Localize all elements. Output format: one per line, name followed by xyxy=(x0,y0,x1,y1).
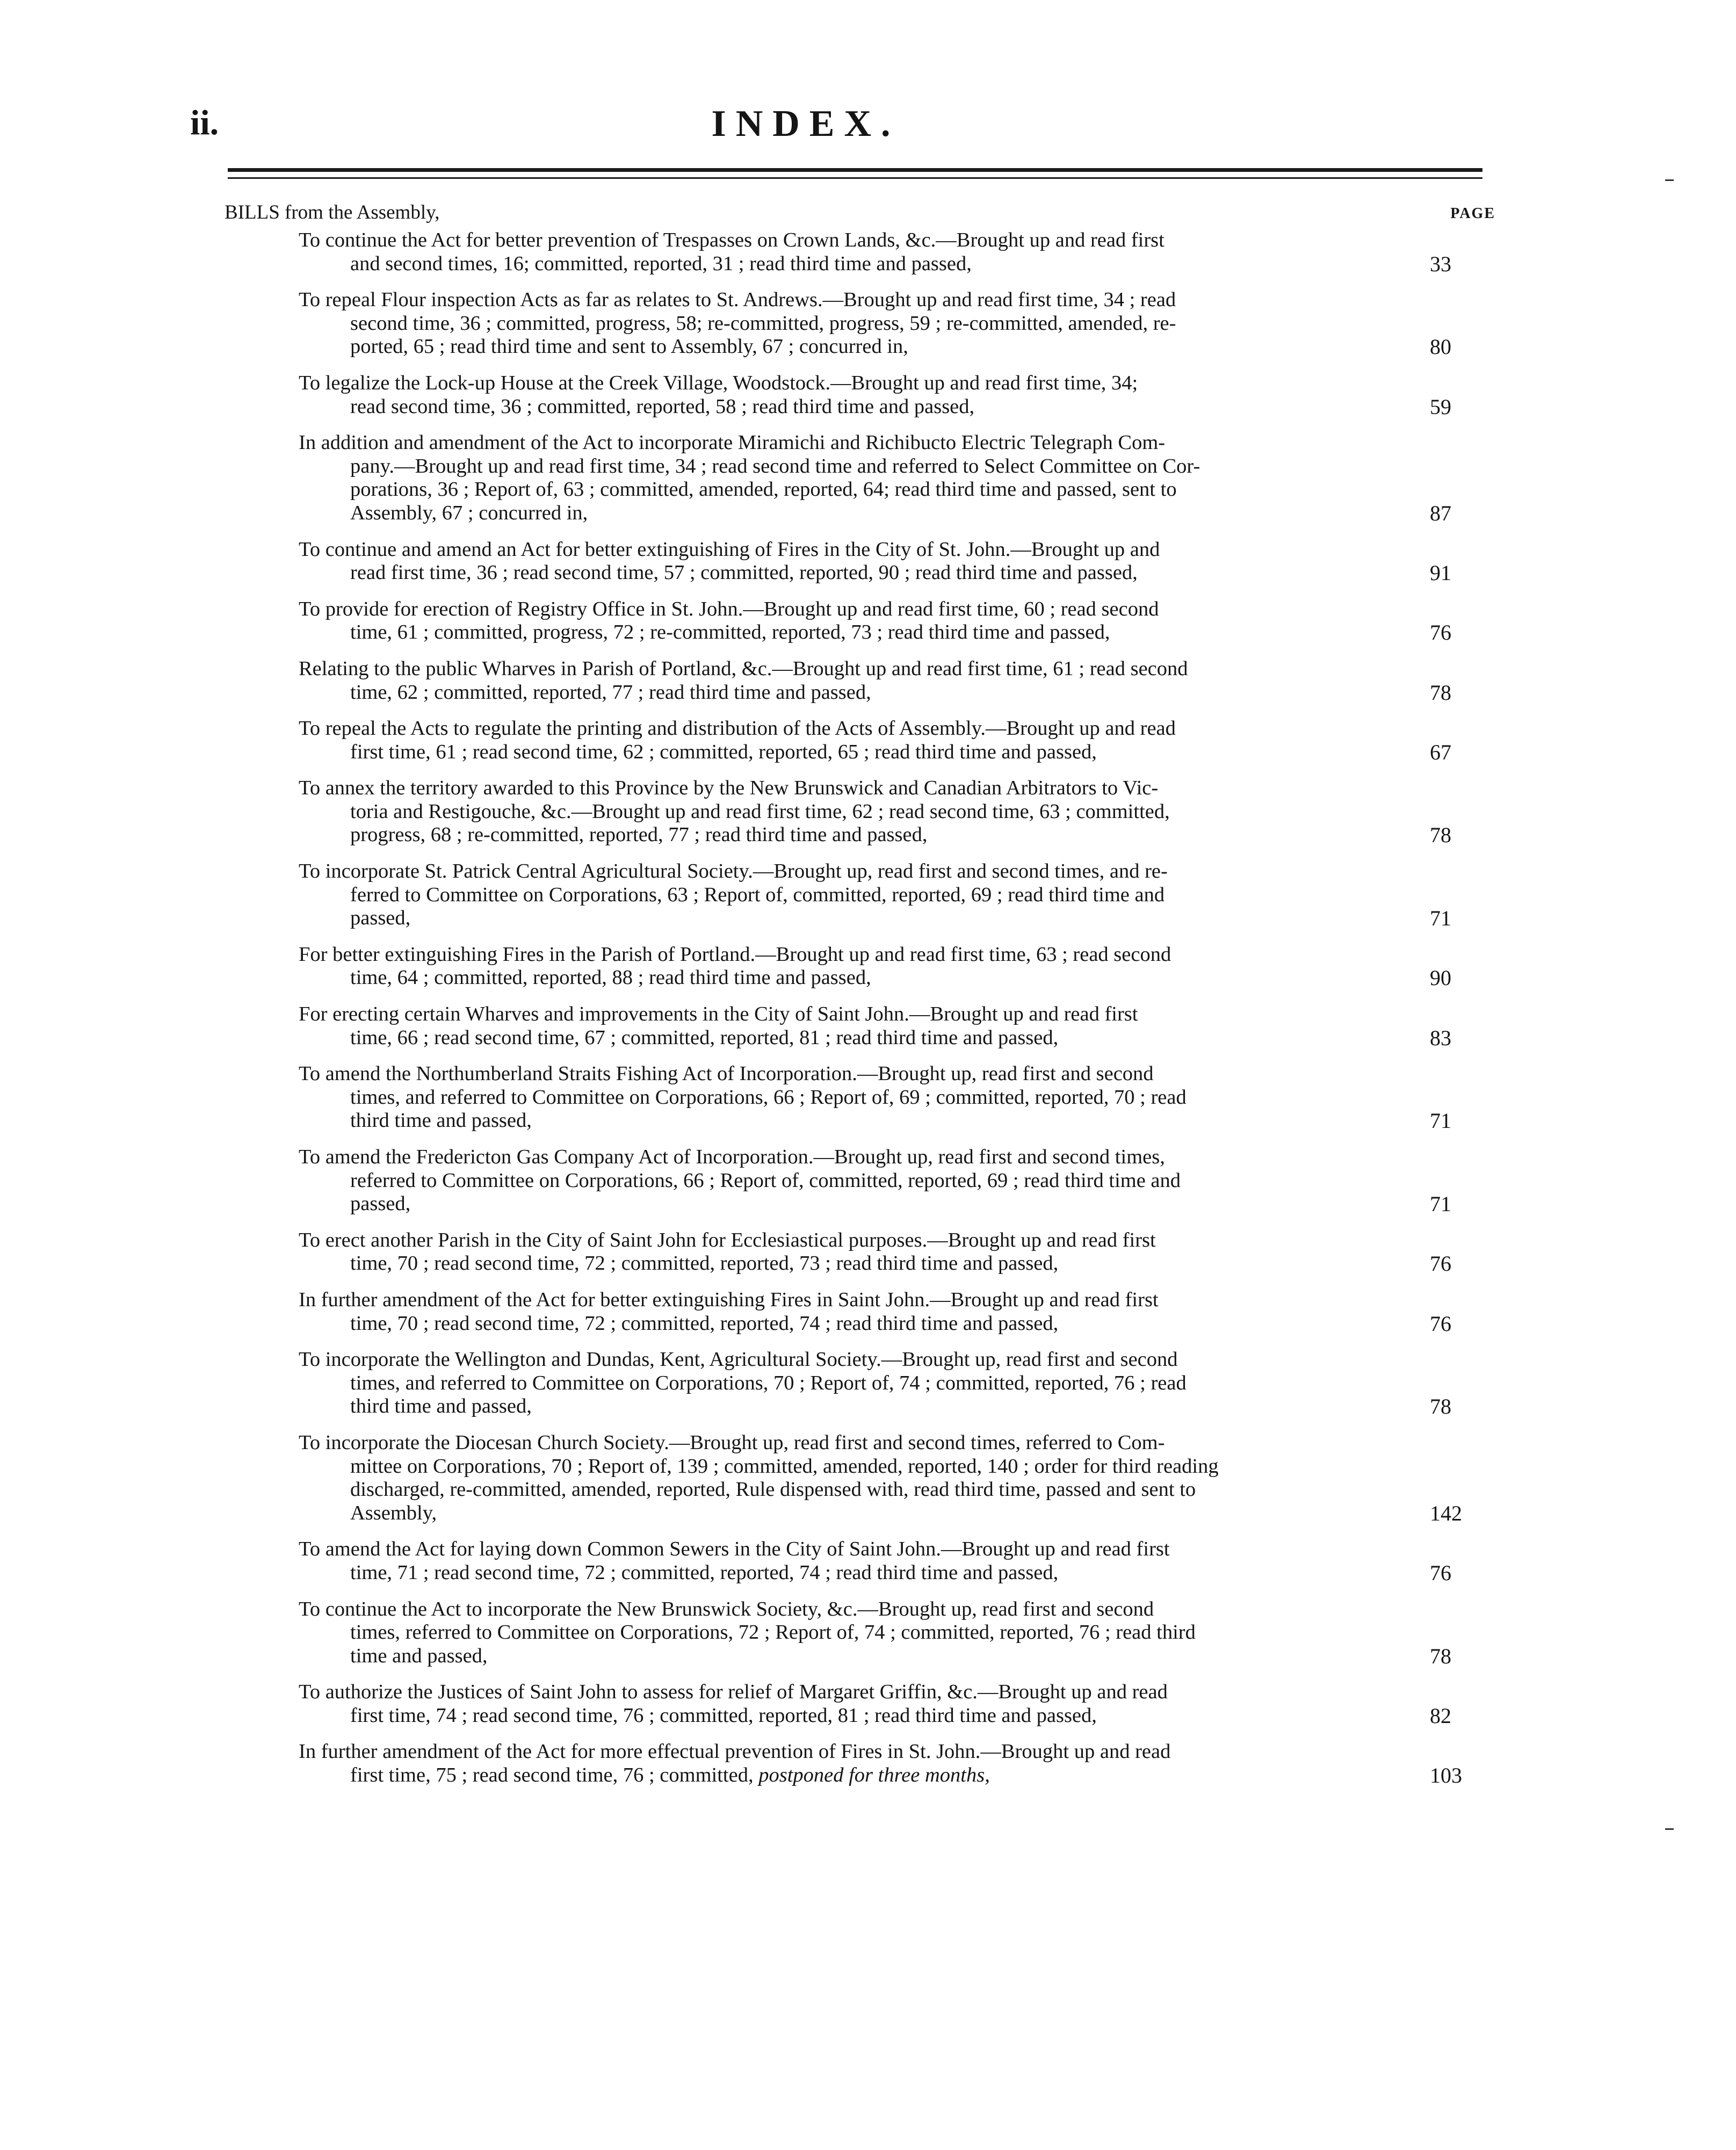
index-entry xyxy=(299,1062,1494,1133)
index-entry xyxy=(299,288,1494,359)
entry-text: To repeal Flour inspection Acts as far as relates to St. Andrews.—Brought up and read first time, 34 ; read second time, 36 ; committed, progress, 58; re-committed, progress, 59 ; re-committed, amended, re- ported, 65 ; read third time and sent to Assembly, 67 ; concurred in, xyxy=(299,288,1176,358)
section-heading: BILLS from the Assembly, xyxy=(225,201,440,223)
entry-page-number: 103 xyxy=(1430,1763,1462,1788)
index-entry xyxy=(299,717,1494,764)
entry-page-number: 71 xyxy=(1430,906,1451,931)
index-entry xyxy=(299,229,1494,276)
entry-text: To continue and amend an Act for better extinguishing of Fires in the City of St. John.—Brought up and read first time, 36 ; read second time, 57 ; committed, reported, 90 ; read third time and passed, xyxy=(299,538,1160,584)
index-entry xyxy=(299,1431,1494,1525)
index-entry xyxy=(299,1146,1494,1216)
page-folio: ii. xyxy=(190,103,219,142)
index-entry xyxy=(299,860,1494,930)
page-column-label: PAGE xyxy=(1450,205,1495,222)
entry-page-number: 78 xyxy=(1430,1644,1451,1668)
entry-page-number: 80 xyxy=(1430,335,1451,359)
entry-page-number: 91 xyxy=(1430,561,1451,585)
entry-page-number: 83 xyxy=(1430,1025,1451,1050)
entry-text: To repeal the Acts to regulate the printing and distribution of the Acts of Assembly.—Brought up and read first time, 61 ; read second time, 62 ; committed, reported, 65 ; read third time and passed, xyxy=(299,717,1176,763)
entry-text: To continue the Act to incorporate the New Brunswick Society, &c.—Brought up, read first and second times, referred to Committee on Corporations, 72 ; Report of, 74 ; committed, reported, 76 ; read third time and passed, xyxy=(299,1597,1196,1667)
entry-text: In further amendment of the Act for better extinguishing Fires in Saint John.—Brought up and read first time, 70 ; read second time, 72 ; committed, reported, 74 ; read third time and passed, xyxy=(299,1288,1159,1335)
entry-italic-note: postponed for three months, xyxy=(758,1764,990,1787)
entry-text: In further amendment of the Act for more effectual prevention of Fires in St. John.—Brought up and read first time, 75 ; read second time, 76 ; committed, xyxy=(299,1740,1171,1787)
entry-page-number: 76 xyxy=(1430,1560,1451,1585)
entry-text: For erecting certain Wharves and improvements in the City of Saint John.—Brought up and read first time, 66 ; read second time, 67 ; committed, reported, 81 ; read third time and passed, xyxy=(299,1003,1138,1049)
entry-page-number: 71 xyxy=(1430,1109,1451,1133)
index-entry xyxy=(299,1348,1494,1418)
index-entry xyxy=(299,538,1494,585)
entry-text: Relating to the public Wharves in Parish of Portland, &c.—Brought up and read first time, 61 ; read second time, 62 ; committed, reported, 77 ; read third time and passed, xyxy=(299,657,1188,704)
entry-text: To authorize the Justices of Saint John to assess for relief of Margaret Griffin, &c.—Brought up and read first time, 74 ; read second time, 76 ; committed, reported, 81 ; read third time and passed, xyxy=(299,1681,1168,1727)
index-entry xyxy=(299,1538,1494,1584)
entry-text: To annex the territory awarded to this Province by the New Brunswick and Canadian Arbitrators to Vic- toria and Restigouche, &c.—Brought up and read first time, 62 ; read second time, 63 ; committed, progress, 68 ; re-committed, reported, 77 ; read third time and passed, xyxy=(299,777,1170,846)
entry-page-number: 71 xyxy=(1430,1192,1451,1217)
entry-text: To amend the Northumberland Straits Fishing Act of Incorporation.—Brought up, read first and second times, and referred to Committee on Corporations, 66 ; Report of, 69 ; committed, reported, 70 ; read third time and passed, xyxy=(299,1062,1187,1132)
entry-text: To legalize the Lock-up House at the Creek Village, Woodstock.—Brought up and read first time, 34; read second time, 36 ; committed, reported, 58 ; read third time and passed, xyxy=(299,371,1138,418)
index-entry xyxy=(299,657,1494,704)
entry-text: In addition and amendment of the Act to incorporate Miramichi and Richibucto Electric Telegraph Com- pany.—Brought up and read first time, 34 ; read second time and referred to Select Committee on Cor- porations, 36 ; Report of, 63 ; committed, amended, reported, 64; read third time and passed, sent to Assembly, 67 ; concurred in, xyxy=(299,431,1200,524)
entry-page-number: 67 xyxy=(1430,740,1451,764)
entry-page-number: 78 xyxy=(1430,1394,1451,1419)
entry-page-number: 87 xyxy=(1430,501,1451,525)
index-entry xyxy=(299,1003,1494,1049)
page-title: INDEX. xyxy=(711,103,900,144)
index-entry xyxy=(299,1229,1494,1276)
entry-text: To amend the Act for laying down Common Sewers in the City of Saint John.—Brought up and read first time, 71 ; read second time, 72 ; committed, reported, 74 ; read third time and passed, xyxy=(299,1538,1170,1584)
index-entries xyxy=(299,229,1494,1800)
margin-mark xyxy=(1665,179,1674,181)
entry-page-number: 76 xyxy=(1430,1311,1451,1336)
entry-text: To incorporate the Diocesan Church Society.—Brought up, read first and second times, referred to Com- mittee on Corporations, 70 ; Report of, 139 ; committed, amended, reported, 140 ; order for third reading discharged, re-committed, amended, reported, Rule dispensed with, read third time, passed and sent to Assembly, xyxy=(299,1431,1219,1524)
entry-page-number: 82 xyxy=(1430,1703,1451,1728)
margin-mark xyxy=(1665,1828,1674,1830)
index-entry xyxy=(299,943,1494,990)
entry-page-number: 76 xyxy=(1430,1251,1451,1276)
entry-text: To erect another Parish in the City of Saint John for Ecclesiastical purposes.—Brought up and read first time, 70 ; read second time, 72 ; committed, reported, 73 ; read third time and passed, xyxy=(299,1228,1156,1275)
entry-page-number: 90 xyxy=(1430,966,1451,990)
entry-text: To amend the Fredericton Gas Company Act of Incorporation.—Brought up, read first and second times, referred to Committee on Corporations, 66 ; Report of, committed, reported, 69 ; read third time and passed, xyxy=(299,1146,1181,1215)
entry-page-number: 142 xyxy=(1430,1501,1462,1525)
index-entry xyxy=(299,1740,1494,1787)
header-rule-thin xyxy=(228,177,1482,179)
entry-page-number: 78 xyxy=(1430,823,1451,848)
entry-page-number: 78 xyxy=(1430,680,1451,705)
entry-page-number: 33 xyxy=(1430,251,1451,276)
entry-page-number: 76 xyxy=(1430,620,1451,645)
index-entry xyxy=(299,1598,1494,1668)
index-entry xyxy=(299,1288,1494,1335)
entry-text: For better extinguishing Fires in the Parish of Portland.—Brought up and read first time, 63 ; read second time, 64 ; committed, reported, 88 ; read third time and passed, xyxy=(299,943,1171,989)
index-entry xyxy=(299,372,1494,418)
entry-text: To incorporate the Wellington and Dundas, Kent, Agricultural Society.—Brought up, read first and second times, and referred to Committee on Corporations, 70 ; Report of, 74 ; committed, reported, 76 ; read third time and passed, xyxy=(299,1348,1187,1418)
index-entry xyxy=(299,431,1494,525)
index-entry xyxy=(299,598,1494,645)
index-entry xyxy=(299,777,1494,847)
entry-text: To continue the Act for better prevention of Trespasses on Crown Lands, &c.—Brought up and read first and second times, 16; committed, reported, 31 ; read third time and passed, xyxy=(299,229,1164,275)
entry-text: To provide for erection of Registry Office in St. John.—Brought up and read first time, 60 ; read second time, 61 ; committed, progress, 72 ; re-committed, reported, 73 ; read third time and passed, xyxy=(299,597,1159,644)
index-entry xyxy=(299,1681,1494,1727)
entry-text: To incorporate St. Patrick Central Agricultural Society.—Brought up, read first and second times, and re- ferred to Committee on Corporations, 63 ; Report of, committed, reported, 69 ; read third time and passed, xyxy=(299,860,1168,930)
entry-page-number: 59 xyxy=(1430,394,1451,419)
header-rule-thick xyxy=(228,168,1482,172)
